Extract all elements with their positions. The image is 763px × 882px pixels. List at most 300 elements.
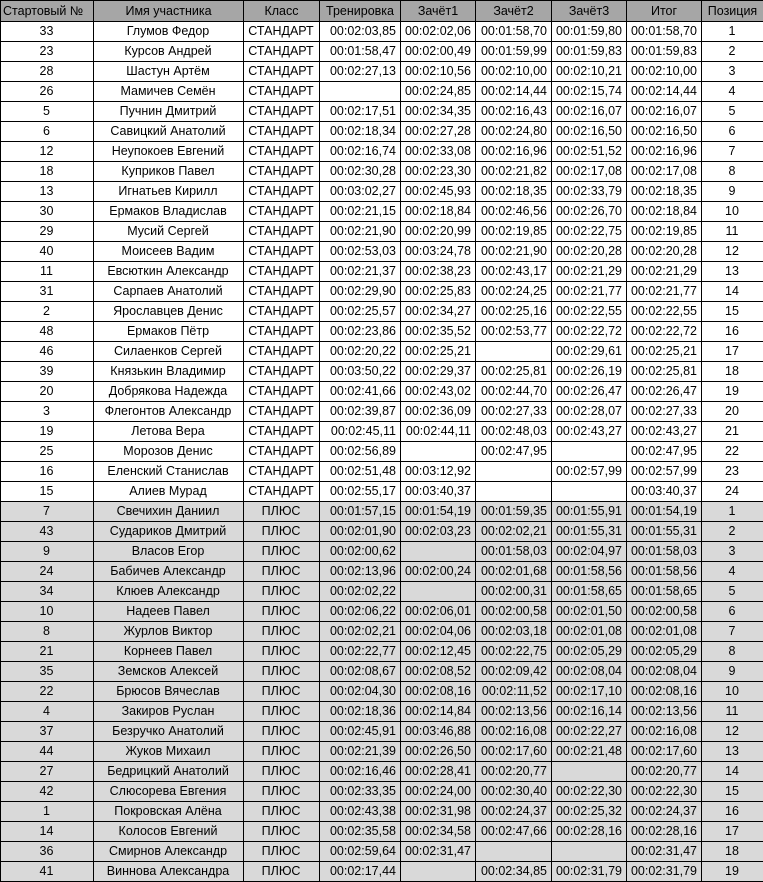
cell-heat2-time: 00:02:24,80 — [476, 122, 552, 142]
cell-participant-name: Шастун Артём — [94, 62, 244, 82]
table-row — [1, 82, 763, 102]
cell-practice-time: 00:02:13,96 — [320, 562, 401, 582]
table-row — [1, 222, 763, 242]
cell-total-time: 00:02:22,72 — [627, 322, 702, 342]
cell-practice-time: 00:02:16,46 — [320, 762, 401, 782]
cell-position: 10 — [702, 682, 763, 702]
cell-participant-name: Игнатьев Кирилл — [94, 182, 244, 202]
cell-total-time: 00:02:10,00 — [627, 62, 702, 82]
cell-heat3-time: 00:02:22,27 — [552, 722, 627, 742]
cell-class: ПЛЮС — [244, 582, 320, 602]
cell-heat3-time: 00:01:59,80 — [552, 22, 627, 42]
cell-start-number: 24 — [1, 562, 94, 582]
cell-participant-name: Морозов Денис — [94, 442, 244, 462]
table-body — [1, 22, 763, 882]
cell-total-time: 00:01:59,83 — [627, 42, 702, 62]
cell-class: СТАНДАРТ — [244, 62, 320, 82]
cell-practice-time: 00:02:02,21 — [320, 622, 401, 642]
cell-total-time: 00:02:31,79 — [627, 862, 702, 882]
table-row — [1, 302, 763, 322]
cell-participant-name: Курсов Андрей — [94, 42, 244, 62]
cell-heat1-time: 00:02:06,01 — [401, 602, 476, 622]
cell-heat3-time: 00:02:33,79 — [552, 182, 627, 202]
cell-heat3-time: 00:02:21,48 — [552, 742, 627, 762]
cell-heat3-time: 00:01:58,65 — [552, 582, 627, 602]
cell-heat3-time: 00:02:26,47 — [552, 382, 627, 402]
cell-class: СТАНДАРТ — [244, 22, 320, 42]
cell-start-number: 48 — [1, 322, 94, 342]
cell-start-number: 28 — [1, 62, 94, 82]
cell-heat1-time: 00:03:46,88 — [401, 722, 476, 742]
table-row — [1, 722, 763, 742]
cell-heat1-time: 00:02:08,16 — [401, 682, 476, 702]
table-row — [1, 562, 763, 582]
cell-heat3-time: 00:01:58,56 — [552, 562, 627, 582]
cell-position: 22 — [702, 442, 763, 462]
cell-total-time: 00:01:58,65 — [627, 582, 702, 602]
cell-participant-name: Земсков Алексей — [94, 662, 244, 682]
cell-class: ПЛЮС — [244, 722, 320, 742]
cell-practice-time: 00:03:50,22 — [320, 362, 401, 382]
cell-start-number: 8 — [1, 622, 94, 642]
cell-start-number: 22 — [1, 682, 94, 702]
cell-practice-time: 00:02:30,28 — [320, 162, 401, 182]
cell-practice-time: 00:02:27,13 — [320, 62, 401, 82]
cell-practice-time: 00:01:57,15 — [320, 502, 401, 522]
cell-class: ПЛЮС — [244, 742, 320, 762]
cell-participant-name: Мусий Сергей — [94, 222, 244, 242]
cell-practice-time — [320, 82, 401, 102]
cell-participant-name: Сарпаев Анатолий — [94, 282, 244, 302]
cell-practice-time: 00:02:25,57 — [320, 302, 401, 322]
cell-practice-time: 00:03:02,27 — [320, 182, 401, 202]
cell-heat1-time: 00:02:31,47 — [401, 842, 476, 862]
cell-position: 16 — [702, 322, 763, 342]
cell-heat2-time: 00:02:24,37 — [476, 802, 552, 822]
cell-practice-time: 00:02:35,58 — [320, 822, 401, 842]
table-row — [1, 422, 763, 442]
cell-heat3-time: 00:02:17,08 — [552, 162, 627, 182]
cell-heat1-time: 00:02:38,23 — [401, 262, 476, 282]
cell-total-time: 00:02:24,37 — [627, 802, 702, 822]
cell-heat3-time: 00:01:55,31 — [552, 522, 627, 542]
cell-heat3-time — [552, 442, 627, 462]
table-row — [1, 402, 763, 422]
cell-position: 8 — [702, 162, 763, 182]
cell-heat2-time: 00:02:19,85 — [476, 222, 552, 242]
table-row — [1, 842, 763, 862]
cell-participant-name: Летова Вера — [94, 422, 244, 442]
cell-total-time: 00:01:54,19 — [627, 502, 702, 522]
cell-heat2-time — [476, 482, 552, 502]
cell-start-number: 43 — [1, 522, 94, 542]
cell-heat1-time: 00:02:08,52 — [401, 662, 476, 682]
cell-heat3-time: 00:02:05,29 — [552, 642, 627, 662]
cell-class: ПЛЮС — [244, 622, 320, 642]
cell-practice-time: 00:02:41,66 — [320, 382, 401, 402]
cell-heat1-time: 00:02:26,50 — [401, 742, 476, 762]
cell-heat1-time: 00:02:00,49 — [401, 42, 476, 62]
cell-position: 19 — [702, 382, 763, 402]
cell-position: 20 — [702, 402, 763, 422]
cell-class: СТАНДАРТ — [244, 182, 320, 202]
cell-heat1-time: 00:02:44,11 — [401, 422, 476, 442]
cell-heat2-time: 00:02:18,35 — [476, 182, 552, 202]
cell-participant-name: Надеев Павел — [94, 602, 244, 622]
column-header-class: Класс — [244, 1, 320, 22]
cell-position: 9 — [702, 662, 763, 682]
cell-practice-time: 00:02:45,11 — [320, 422, 401, 442]
cell-position: 14 — [702, 762, 763, 782]
cell-participant-name: Мамичев Семён — [94, 82, 244, 102]
cell-start-number: 40 — [1, 242, 94, 262]
cell-practice-time: 00:02:51,48 — [320, 462, 401, 482]
cell-participant-name: Виннова Александра — [94, 862, 244, 882]
cell-position: 12 — [702, 722, 763, 742]
cell-class: ПЛЮС — [244, 802, 320, 822]
cell-heat1-time: 00:02:14,84 — [401, 702, 476, 722]
cell-heat1-time: 00:02:34,35 — [401, 102, 476, 122]
cell-start-number: 39 — [1, 362, 94, 382]
table-row — [1, 342, 763, 362]
cell-heat2-time: 00:02:02,21 — [476, 522, 552, 542]
cell-start-number: 11 — [1, 262, 94, 282]
cell-heat2-time: 00:02:16,96 — [476, 142, 552, 162]
column-header-total-time: Итог — [627, 1, 702, 22]
cell-class: СТАНДАРТ — [244, 122, 320, 142]
cell-position: 5 — [702, 582, 763, 602]
cell-total-time: 00:02:20,28 — [627, 242, 702, 262]
cell-practice-time: 00:02:17,51 — [320, 102, 401, 122]
cell-heat3-time: 00:02:57,99 — [552, 462, 627, 482]
cell-practice-time: 00:02:21,90 — [320, 222, 401, 242]
cell-class: ПЛЮС — [244, 842, 320, 862]
cell-start-number: 9 — [1, 542, 94, 562]
cell-heat1-time: 00:02:28,41 — [401, 762, 476, 782]
cell-heat3-time: 00:02:20,28 — [552, 242, 627, 262]
cell-heat1-time: 00:02:27,28 — [401, 122, 476, 142]
table-row — [1, 322, 763, 342]
cell-practice-time: 00:02:21,37 — [320, 262, 401, 282]
cell-heat1-time: 00:02:25,21 — [401, 342, 476, 362]
cell-class: ПЛЮС — [244, 642, 320, 662]
table-row — [1, 182, 763, 202]
cell-heat1-time: 00:02:02,06 — [401, 22, 476, 42]
cell-heat1-time: 00:02:03,23 — [401, 522, 476, 542]
cell-class: ПЛЮС — [244, 542, 320, 562]
cell-total-time: 00:02:20,77 — [627, 762, 702, 782]
table-row — [1, 662, 763, 682]
cell-heat2-time: 00:02:14,44 — [476, 82, 552, 102]
cell-heat3-time: 00:02:22,30 — [552, 782, 627, 802]
cell-heat3-time: 00:02:22,55 — [552, 302, 627, 322]
table-row — [1, 442, 763, 462]
cell-participant-name: Жуков Михаил — [94, 742, 244, 762]
cell-class: СТАНДАРТ — [244, 222, 320, 242]
cell-class: ПЛЮС — [244, 682, 320, 702]
cell-total-time: 00:02:26,47 — [627, 382, 702, 402]
cell-participant-name: Неупокоев Евгений — [94, 142, 244, 162]
cell-heat2-time: 00:02:10,00 — [476, 62, 552, 82]
table-row — [1, 702, 763, 722]
cell-total-time: 00:02:16,96 — [627, 142, 702, 162]
cell-heat1-time: 00:02:31,98 — [401, 802, 476, 822]
cell-heat3-time: 00:02:01,08 — [552, 622, 627, 642]
cell-practice-time: 00:02:59,64 — [320, 842, 401, 862]
cell-heat3-time: 00:02:28,16 — [552, 822, 627, 842]
cell-class: СТАНДАРТ — [244, 482, 320, 502]
cell-heat2-time: 00:02:22,75 — [476, 642, 552, 662]
cell-heat2-time: 00:02:16,08 — [476, 722, 552, 742]
cell-heat1-time: 00:02:25,83 — [401, 282, 476, 302]
cell-total-time: 00:01:58,03 — [627, 542, 702, 562]
cell-total-time: 00:01:58,56 — [627, 562, 702, 582]
cell-participant-name: Пучнин Дмитрий — [94, 102, 244, 122]
cell-class: СТАНДАРТ — [244, 342, 320, 362]
table-row — [1, 822, 763, 842]
cell-heat1-time: 00:02:10,56 — [401, 62, 476, 82]
cell-total-time: 00:02:21,29 — [627, 262, 702, 282]
cell-position: 11 — [702, 222, 763, 242]
cell-practice-time: 00:02:43,38 — [320, 802, 401, 822]
cell-participant-name: Брюсов Вячеслав — [94, 682, 244, 702]
cell-participant-name: Моисеев Вадим — [94, 242, 244, 262]
cell-class: СТАНДАРТ — [244, 302, 320, 322]
cell-participant-name: Глумов Федор — [94, 22, 244, 42]
cell-position: 19 — [702, 862, 763, 882]
cell-practice-time: 00:02:21,39 — [320, 742, 401, 762]
cell-total-time: 00:02:16,08 — [627, 722, 702, 742]
cell-class: ПЛЮС — [244, 762, 320, 782]
cell-position: 1 — [702, 502, 763, 522]
cell-heat1-time: 00:02:29,37 — [401, 362, 476, 382]
cell-participant-name: Закиров Руслан — [94, 702, 244, 722]
cell-heat2-time: 00:02:20,77 — [476, 762, 552, 782]
cell-total-time: 00:02:25,21 — [627, 342, 702, 362]
cell-heat1-time: 00:02:00,24 — [401, 562, 476, 582]
cell-heat1-time: 00:03:12,92 — [401, 462, 476, 482]
cell-position: 23 — [702, 462, 763, 482]
cell-class: СТАНДАРТ — [244, 142, 320, 162]
cell-practice-time: 00:02:16,74 — [320, 142, 401, 162]
cell-heat3-time: 00:02:22,72 — [552, 322, 627, 342]
cell-heat3-time: 00:01:59,83 — [552, 42, 627, 62]
cell-start-number: 37 — [1, 722, 94, 742]
cell-practice-time: 00:02:55,17 — [320, 482, 401, 502]
cell-practice-time: 00:02:04,30 — [320, 682, 401, 702]
cell-position: 18 — [702, 842, 763, 862]
table-row — [1, 622, 763, 642]
table-header — [1, 1, 763, 22]
cell-start-number: 13 — [1, 182, 94, 202]
cell-participant-name: Клюев Александр — [94, 582, 244, 602]
cell-class: СТАНДАРТ — [244, 82, 320, 102]
cell-start-number: 7 — [1, 502, 94, 522]
table-row — [1, 102, 763, 122]
cell-position: 2 — [702, 42, 763, 62]
cell-heat1-time — [401, 542, 476, 562]
cell-heat2-time: 00:02:47,66 — [476, 822, 552, 842]
cell-heat3-time: 00:02:16,14 — [552, 702, 627, 722]
cell-class: СТАНДАРТ — [244, 322, 320, 342]
cell-practice-time: 00:02:08,67 — [320, 662, 401, 682]
cell-position: 8 — [702, 642, 763, 662]
cell-participant-name: Корнеев Павел — [94, 642, 244, 662]
cell-heat3-time: 00:02:28,07 — [552, 402, 627, 422]
cell-heat2-time — [476, 342, 552, 362]
cell-heat3-time — [552, 842, 627, 862]
cell-start-number: 14 — [1, 822, 94, 842]
cell-heat2-time: 00:02:13,56 — [476, 702, 552, 722]
cell-start-number: 29 — [1, 222, 94, 242]
cell-class: СТАНДАРТ — [244, 102, 320, 122]
cell-practice-time: 00:02:01,90 — [320, 522, 401, 542]
cell-practice-time: 00:02:18,34 — [320, 122, 401, 142]
cell-heat2-time: 00:01:59,35 — [476, 502, 552, 522]
cell-class: СТАНДАРТ — [244, 282, 320, 302]
cell-participant-name: Судариков Дмитрий — [94, 522, 244, 542]
cell-class: СТАНДАРТ — [244, 402, 320, 422]
cell-start-number: 41 — [1, 862, 94, 882]
cell-class: ПЛЮС — [244, 822, 320, 842]
cell-start-number: 18 — [1, 162, 94, 182]
table-row — [1, 262, 763, 282]
cell-class: ПЛЮС — [244, 562, 320, 582]
table-row — [1, 802, 763, 822]
cell-heat3-time: 00:02:17,10 — [552, 682, 627, 702]
cell-total-time: 00:02:08,16 — [627, 682, 702, 702]
cell-heat2-time: 00:02:21,90 — [476, 242, 552, 262]
table-row — [1, 142, 763, 162]
cell-practice-time: 00:02:03,85 — [320, 22, 401, 42]
cell-practice-time: 00:02:02,22 — [320, 582, 401, 602]
cell-class: ПЛЮС — [244, 702, 320, 722]
table-row — [1, 202, 763, 222]
cell-position: 2 — [702, 522, 763, 542]
cell-heat2-time — [476, 462, 552, 482]
cell-class: СТАНДАРТ — [244, 162, 320, 182]
cell-position: 9 — [702, 182, 763, 202]
cell-heat3-time: 00:02:21,29 — [552, 262, 627, 282]
table-row — [1, 362, 763, 382]
cell-heat3-time: 00:02:01,50 — [552, 602, 627, 622]
cell-participant-name: Савицкий Анатолий — [94, 122, 244, 142]
cell-class: ПЛЮС — [244, 602, 320, 622]
cell-practice-time: 00:02:23,86 — [320, 322, 401, 342]
table-row — [1, 582, 763, 602]
cell-participant-name: Журлов Виктор — [94, 622, 244, 642]
cell-heat2-time: 00:02:00,31 — [476, 582, 552, 602]
cell-position: 5 — [702, 102, 763, 122]
cell-practice-time: 00:02:22,77 — [320, 642, 401, 662]
cell-heat1-time: 00:03:40,37 — [401, 482, 476, 502]
cell-participant-name: Куприков Павел — [94, 162, 244, 182]
cell-position: 7 — [702, 622, 763, 642]
cell-participant-name: Еленский Станислав — [94, 462, 244, 482]
table-row — [1, 762, 763, 782]
cell-heat2-time: 00:02:17,60 — [476, 742, 552, 762]
cell-start-number: 44 — [1, 742, 94, 762]
cell-heat2-time: 00:02:21,82 — [476, 162, 552, 182]
cell-heat3-time: 00:02:22,75 — [552, 222, 627, 242]
cell-heat1-time — [401, 862, 476, 882]
cell-participant-name: Бедрицкий Анатолий — [94, 762, 244, 782]
table-row — [1, 242, 763, 262]
table-row — [1, 742, 763, 762]
cell-heat1-time: 00:02:24,85 — [401, 82, 476, 102]
cell-total-time: 00:03:40,37 — [627, 482, 702, 502]
cell-practice-time: 00:02:06,22 — [320, 602, 401, 622]
table-row — [1, 502, 763, 522]
cell-position: 6 — [702, 602, 763, 622]
cell-participant-name: Ермаков Пётр — [94, 322, 244, 342]
cell-heat2-time: 00:02:01,68 — [476, 562, 552, 582]
cell-total-time: 00:01:55,31 — [627, 522, 702, 542]
cell-heat2-time: 00:02:16,43 — [476, 102, 552, 122]
table-row — [1, 42, 763, 62]
cell-total-time: 00:02:19,85 — [627, 222, 702, 242]
cell-heat2-time: 00:02:53,77 — [476, 322, 552, 342]
cell-heat1-time: 00:01:54,19 — [401, 502, 476, 522]
cell-start-number: 34 — [1, 582, 94, 602]
cell-total-time: 00:01:58,70 — [627, 22, 702, 42]
cell-heat3-time: 00:02:10,21 — [552, 62, 627, 82]
cell-position: 13 — [702, 742, 763, 762]
cell-heat1-time: 00:02:18,84 — [401, 202, 476, 222]
cell-heat3-time: 00:02:26,19 — [552, 362, 627, 382]
cell-start-number: 27 — [1, 762, 94, 782]
cell-total-time: 00:02:28,16 — [627, 822, 702, 842]
cell-heat1-time: 00:03:24,78 — [401, 242, 476, 262]
cell-total-time: 00:02:31,47 — [627, 842, 702, 862]
cell-heat2-time: 00:01:59,99 — [476, 42, 552, 62]
cell-participant-name: Безручко Анатолий — [94, 722, 244, 742]
cell-heat3-time: 00:02:16,50 — [552, 122, 627, 142]
cell-position: 4 — [702, 82, 763, 102]
cell-start-number: 16 — [1, 462, 94, 482]
cell-heat2-time: 00:02:00,58 — [476, 602, 552, 622]
cell-heat1-time: 00:02:34,27 — [401, 302, 476, 322]
cell-participant-name: Ермаков Владислав — [94, 202, 244, 222]
cell-class: СТАНДАРТ — [244, 462, 320, 482]
cell-start-number: 15 — [1, 482, 94, 502]
cell-heat3-time: 00:01:55,91 — [552, 502, 627, 522]
cell-start-number: 26 — [1, 82, 94, 102]
cell-start-number: 23 — [1, 42, 94, 62]
cell-total-time: 00:02:47,95 — [627, 442, 702, 462]
cell-position: 17 — [702, 822, 763, 842]
cell-heat3-time: 00:02:51,52 — [552, 142, 627, 162]
cell-position: 16 — [702, 802, 763, 822]
cell-participant-name: Бабичев Александр — [94, 562, 244, 582]
cell-start-number: 4 — [1, 702, 94, 722]
cell-heat3-time: 00:02:26,70 — [552, 202, 627, 222]
cell-heat3-time: 00:02:29,61 — [552, 342, 627, 362]
cell-heat2-time: 00:02:44,70 — [476, 382, 552, 402]
column-header-participant-name: Имя участника — [94, 1, 244, 22]
cell-position: 18 — [702, 362, 763, 382]
cell-position: 7 — [702, 142, 763, 162]
cell-start-number: 1 — [1, 802, 94, 822]
cell-heat3-time: 00:02:15,74 — [552, 82, 627, 102]
cell-heat2-time: 00:02:24,25 — [476, 282, 552, 302]
cell-position: 24 — [702, 482, 763, 502]
table-row — [1, 382, 763, 402]
cell-practice-time: 00:02:00,62 — [320, 542, 401, 562]
cell-participant-name: Власов Егор — [94, 542, 244, 562]
cell-class: СТАНДАРТ — [244, 442, 320, 462]
cell-position: 6 — [702, 122, 763, 142]
